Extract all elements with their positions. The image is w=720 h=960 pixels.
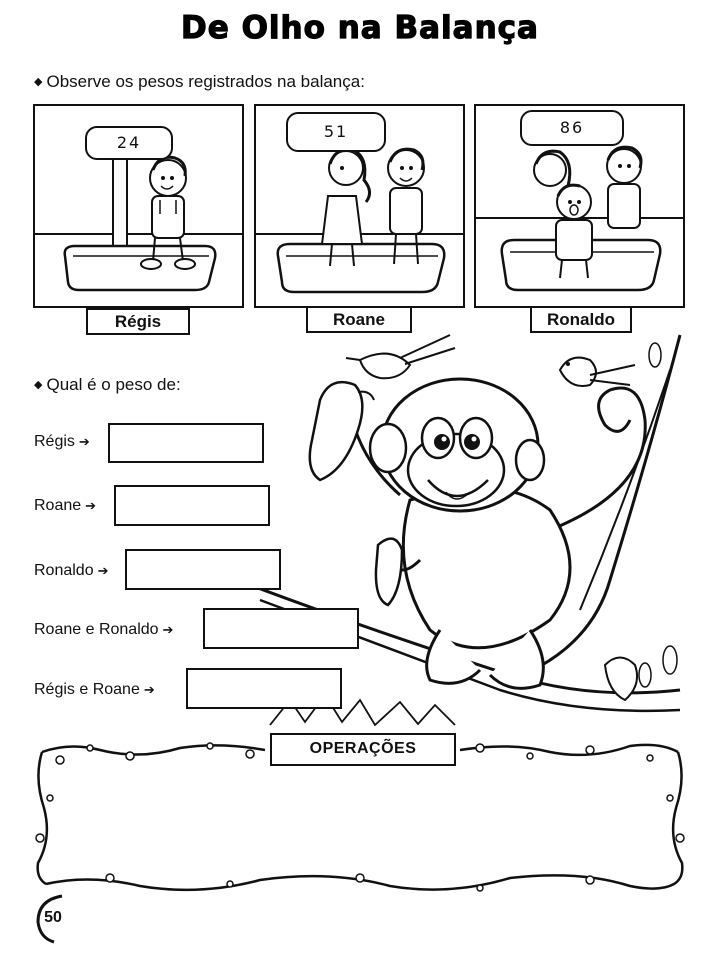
scale-display-roane: 51 [286,112,386,152]
answer-box-ronaldo[interactable] [125,549,281,590]
scale-display-ronaldo: 86 [520,110,624,146]
question-text-regis: Régis [34,433,75,450]
page-title: De Olho na Balança [181,10,539,46]
question-text-roane: Roane [34,497,82,514]
question-text-roane-e-ronaldo: Roane e Ronaldo [34,621,159,638]
name-box-ronaldo: Ronaldo [530,306,632,333]
right-arrow-icon: ➔ [97,563,109,578]
answer-box-roane[interactable] [114,485,270,526]
page-number: 50 [44,909,62,926]
question-label-roane-e-ronaldo [34,621,173,639]
question-text-regis-e-roane: Régis e Roane [34,681,140,698]
diamond-bullet-icon: ◆ [34,76,43,88]
answer-box-regis-e-roane[interactable] [186,668,342,709]
answer-box-roane-e-ronaldo[interactable] [203,608,359,649]
instruction-question-text: Qual é o peso de: [46,375,181,394]
question-label-regis [34,433,90,451]
question-label-regis-e-roane [34,681,155,699]
instruction-question [34,375,181,395]
question-label-roane [34,497,96,515]
name-box-roane: Roane [306,306,412,333]
right-arrow-icon: ➔ [78,434,90,449]
instruction-observe-text: Observe os pesos registrados na balança: [46,72,365,91]
scale-panel-roane [254,104,465,308]
diamond-bullet-icon: ◆ [34,379,43,391]
scale-panel-regis [33,104,244,308]
question-label-ronaldo [34,562,109,580]
answer-box-regis[interactable] [108,423,264,463]
question-text-ronaldo: Ronaldo [34,562,94,579]
name-box-regis: Régis [86,308,190,335]
right-arrow-icon: ➔ [85,498,97,513]
right-arrow-icon: ➔ [143,682,155,697]
instruction-observe [34,72,365,92]
scale-panel-ronaldo [474,104,685,308]
right-arrow-icon: ➔ [162,622,174,637]
operations-label: OPERAÇÕES [270,733,456,766]
scale-display-regis: 24 [85,126,173,160]
